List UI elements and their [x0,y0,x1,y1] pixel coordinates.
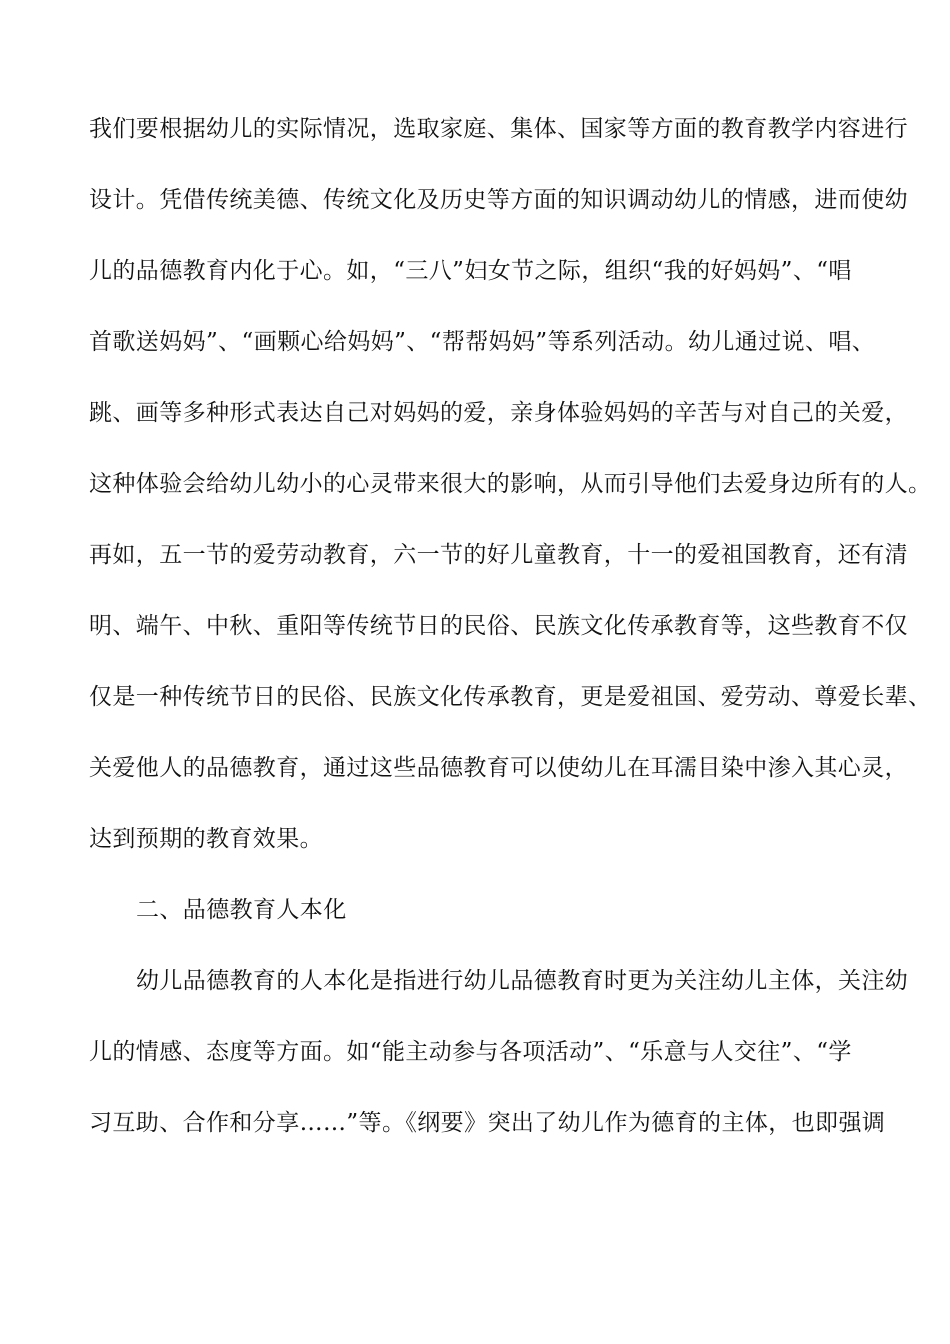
paragraph-line: 设计。凭借传统美德、传统文化及历史等方面的知识调动幼儿的情感，进而使幼 [89,187,908,213]
paragraph-line: 首歌送妈妈”、“画颗心给妈妈”、“帮帮妈妈”等系列活动。幼儿通过说、唱、 [89,329,876,355]
paragraph-line: 关爱他人的品德教育，通过这些品德教育可以使幼儿在耳濡目染中渗入其心灵， [89,755,908,781]
paragraph-line: 幼儿品德教育的人本化是指进行幼儿品德教育时更为关注幼儿主体，关注幼 [136,968,909,994]
paragraph-line: 仅是一种传统节日的民俗、民族文化传承教育，更是爱祖国、爱劳动、尊爱长辈、 [89,684,932,710]
paragraph-line: 我们要根据幼儿的实际情况，选取家庭、集体、国家等方面的教育教学内容进行 [89,116,908,142]
section-heading: 二、品德教育人本化 [136,897,347,923]
paragraph-line: 明、端午、中秋、重阳等传统节日的民俗、民族文化传承教育等，这些教育不仅 [89,613,908,639]
paragraph-line: 跳、画等多种形式表达自己对妈妈的爱，亲身体验妈妈的辛苦与对自己的关爱， [89,400,908,426]
paragraph-line: 达到预期的教育效果。 [89,826,323,852]
paragraph-line: 儿的品德教育内化于心。如，“三八”妇女节之际，组织“我的好妈妈”、“唱 [89,258,852,284]
paragraph-line: 儿的情感、态度等方面。如“能主动参与各项活动”、“乐意与人交往”、“学 [89,1039,852,1065]
paragraph-line: 习互助、合作和分享……”等。《纲要》突出了幼儿作为德育的主体，也即强调 [89,1110,886,1136]
paragraph-line: 再如，五一节的爱劳动教育，六一节的好儿童教育，十一的爱祖国教育，还有清 [89,542,908,568]
paragraph-line: 这种体验会给幼儿幼小的心灵带来很大的影响，从而引导他们去爱身边所有的人。 [89,471,932,497]
